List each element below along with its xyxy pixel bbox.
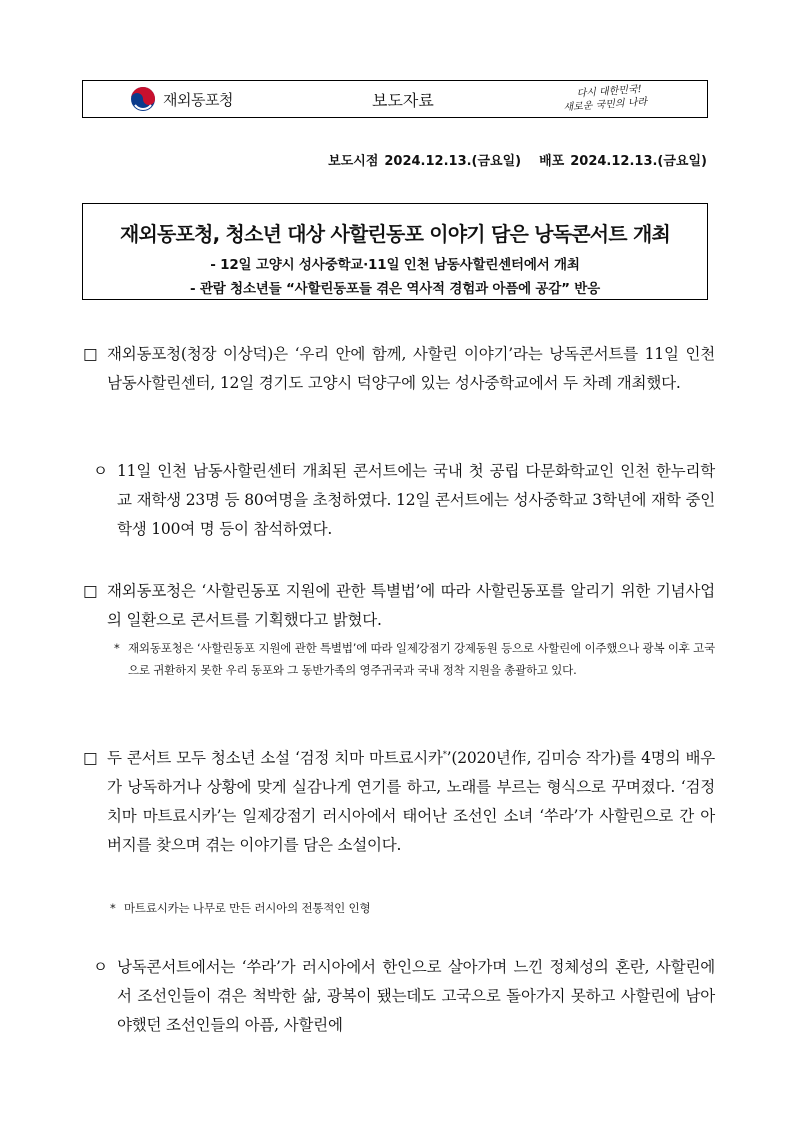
headline: 재외동포청, 청소년 대상 사할린동포 이야기 담은 낭독콘서트 개최 <box>120 222 670 246</box>
paragraph-5: ㅇ 낭독콘서트에서는 ‘쑤라’가 러시아에서 한인으로 살아가며 느낀 정체성의 혼란, 사할린에서 조선인들이 겪은 척박한 삶, 광복이 됐는데도 고국으로 돌아가지 못하고 사할린에 남아야했던 조선인들의 아픔, 사할린에 <box>117 953 715 1040</box>
circle-bullet-icon: ㅇ <box>93 462 108 480</box>
paragraph-4: □ 두 콘서트 모두 청소년 소설 ‘검정 치마 마트료시카*’(2020년作, 김미승 작가)를 4명의 배우가 낭독하거나 상황에 맞게 실감나게 연기를 하고, 노래를 부르는 형식으로 꾸며졌다. ‘검정 치마 마트료시카’는 일제강점기 러시아에서 태어난 조선인 소녀 ‘쑤라’가 사할린으로 간 아버지를 찾으며 겪는 이야기를 담은 소설이다. <box>107 744 715 860</box>
header-box <box>82 80 708 118</box>
subheadline-1: - 12일 고양시 성사중학교·11일 인천 남동사할린센터에서 개최 <box>210 257 580 273</box>
distribution-value: 2024.12.13.(금요일) <box>570 154 707 169</box>
square-bullet-icon: □ <box>83 749 98 767</box>
subheadline-2: - 관람 청소년들 “사할린동포들 겪은 역사적 경험과 아픔에 공감” 반응 <box>190 281 600 297</box>
release-time-value: 2024.12.13.(금요일) <box>384 154 522 169</box>
distribution-label: 배포 <box>539 154 565 169</box>
press-release-label: 보도자료 <box>372 91 434 110</box>
paragraph-3: □ 재외동포청은 ‘사할린동포 지원에 관한 특별법’에 따라 사할린동포를 알리기 위한 기념사업의 일환으로 콘서트를 기획했다고 밝혔다. <box>107 577 715 635</box>
asterisk-icon: * <box>110 901 116 915</box>
paragraph-1: □ 재외동포청(청장 이상덕)은 ‘우리 안에 함께, 사할린 이야기’라는 낭독콘서트를 11일 인천 남동사할린센터, 12일 경기도 고양시 덕양구에 있는 성사중학교에서 두 차례 개최했다. <box>107 340 715 398</box>
circle-bullet-icon: ㅇ <box>93 958 108 976</box>
footnote-2: * 마트료시카는 나무로 만든 러시아의 전통적인 인형 <box>124 897 715 919</box>
taegeuk-logo-icon <box>129 85 157 113</box>
agency-name: 재외동포청 <box>163 91 233 109</box>
release-time-label: 보도시점 <box>328 154 379 169</box>
asterisk-icon: * <box>114 641 120 655</box>
slogan-signature: 다시 대한민국! 새로운 국민의 나라 <box>563 84 648 114</box>
headline-box <box>82 203 708 300</box>
release-info <box>328 150 707 169</box>
footnote-marker: * <box>442 749 447 759</box>
square-bullet-icon: □ <box>83 582 98 600</box>
paragraph-2: ㅇ 11일 인천 남동사할린센터 개최된 콘서트에는 국내 첫 공립 다문화학교인 인천 한누리학교 재학생 23명 등 80여명을 초청하였다. 12일 콘서트에는 성사중학교 3학년에 재학 중인 학생 100여 명 등이 참석하였다. <box>117 457 715 544</box>
square-bullet-icon: □ <box>83 345 98 363</box>
footnote-1: * 재외동포청은 ‘사할린동포 지원에 관한 특별법’에 따라 일제강점기 강제동원 등으로 사할린에 이주했으나 광복 이후 고국으로 귀환하지 못한 우리 동포와 그 동반가족의 영주귀국과 국내 정착 지원을 총괄하고 있다. <box>128 637 715 681</box>
